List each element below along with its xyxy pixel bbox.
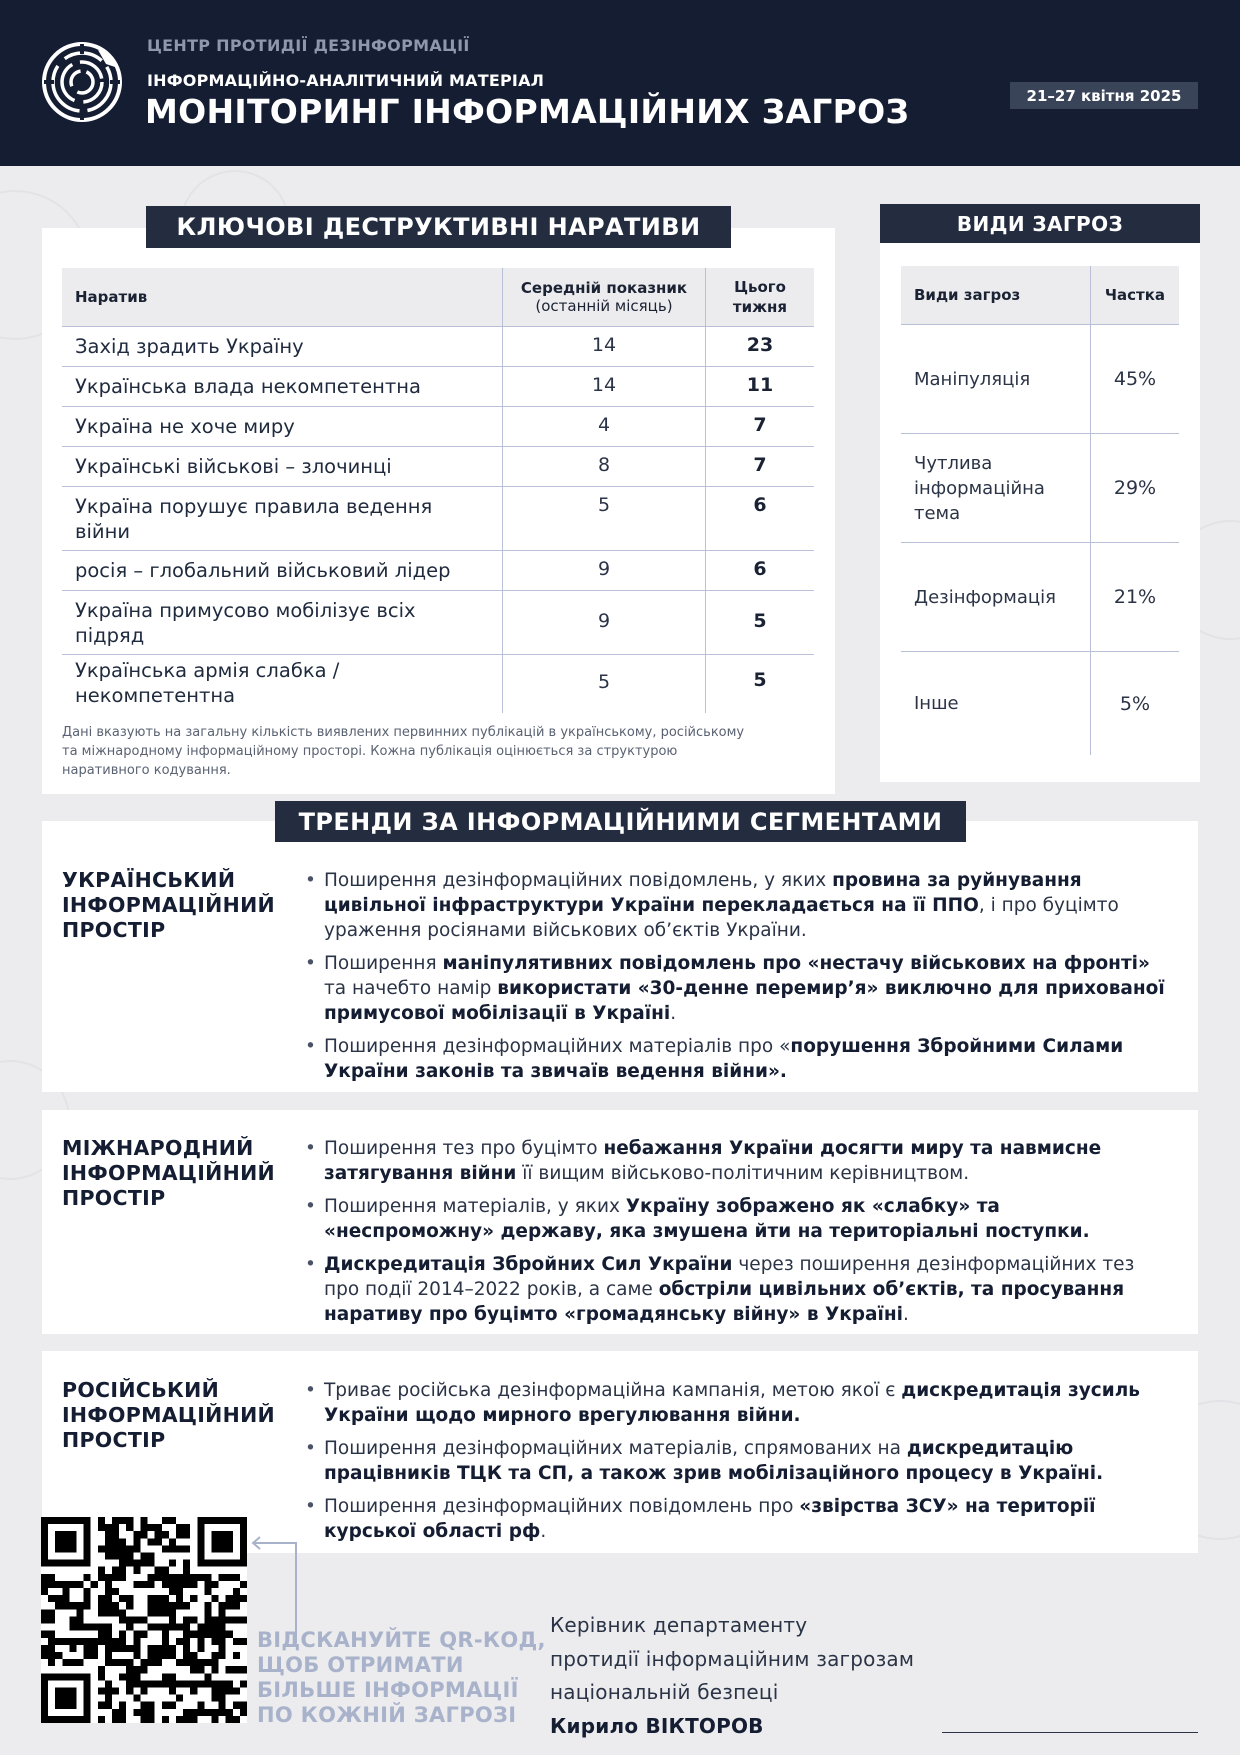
segment-label-international: [62, 1136, 275, 1211]
bullet-emphasis: небажання України досягти миру та навмисне затягування війни: [324, 1138, 1102, 1184]
bullet-text: .: [540, 1521, 547, 1542]
trend-bullet: [305, 1194, 1165, 1244]
table-row: [901, 543, 1179, 652]
bullet-text: Поширення дезінформаційних матеріалів, спрямованих на: [324, 1438, 907, 1459]
signatory-position-line: Керівник департаменту: [550, 1613, 808, 1637]
document-title: МОНІТОРИНГ ІНФОРМАЦІЙНИХ ЗАГРОЗ: [145, 92, 910, 131]
trend-bullet: [305, 1136, 1165, 1186]
threat-type-cell: Маніпуляція: [901, 325, 1091, 433]
narrative-cell: Україна не хоче миру: [62, 407, 503, 446]
average-cell: 14: [503, 367, 706, 406]
share-cell: 29%: [1113, 477, 1157, 499]
column-header-week-line1: Цього: [734, 278, 786, 296]
column-header-narrative: Наратив: [62, 268, 503, 326]
qr-text-line: ПО КОЖНІЙ ЗАГРОЗІ: [257, 1703, 517, 1727]
this-week-cell: 6: [753, 494, 767, 516]
threats-section-title: ВИДИ ЗАГРОЗ: [880, 204, 1200, 243]
narrative-cell: Україна примусово мобілізує всіх підряд: [62, 591, 503, 654]
bullet-emphasis: маніпулятивних повідомлень про «нестачу військових на фронті»: [442, 953, 1150, 974]
qr-text-line: ВІДСКАНУЙТЕ QR-КОД,: [257, 1628, 546, 1652]
column-header-average-line1: Середній показник: [520, 279, 688, 297]
segment-bullets-russian: [305, 1378, 1165, 1552]
threat-type-cell: Дезінформація: [901, 543, 1091, 651]
bullet-text: Поширення дезінформаційних повідомлень, у яких: [324, 870, 833, 891]
average-cell: 8: [503, 447, 706, 486]
segment-label-line: ІНФОРМАЦІЙНИЙ: [62, 893, 276, 917]
share-cell: 21%: [1113, 586, 1157, 608]
table-row: [62, 407, 814, 447]
average-cell: 14: [503, 327, 706, 366]
segment-label-line: МІЖНАРОДНИЙ: [62, 1136, 254, 1160]
bullet-text: .: [670, 1003, 677, 1024]
average-cell: 9: [503, 591, 706, 654]
threat-type-cell: Чутлива інформаційна тема: [901, 434, 1091, 542]
bullet-text: Поширення: [324, 953, 443, 974]
bullet-text: її вищим військово-політичним керівництвом.: [516, 1163, 970, 1184]
table-row: [62, 327, 814, 367]
document-subtitle: ІНФОРМАЦІЙНО-АНАЛІТИЧНИЙ МАТЕРІАЛ: [147, 71, 545, 90]
average-cell: 5: [503, 655, 706, 713]
share-cell: 45%: [1113, 368, 1157, 390]
narrative-cell: Українські військові – злочинці: [62, 447, 503, 486]
table-footnote: Дані вказують на загальну кількість виявлених первинних публікацій в українському, російському та міжнародному інформаційному просторі. Кожна публікація оцінюється за структурою наративного кодування.: [62, 725, 745, 778]
table-row: [62, 367, 814, 407]
bullet-text: , і про буцімто ураження росіянами військових об’єктів України.: [324, 895, 1119, 941]
column-header-average-line2: (останній місяць): [535, 297, 673, 315]
bullet-text: через поширення дезінформаційних тез про події 2014–2022 років, а саме: [324, 1254, 1135, 1300]
average-cell: 4: [503, 407, 706, 446]
trend-bullet: [305, 1034, 1165, 1084]
qr-text-line: ЩОБ ОТРИМАТИ: [257, 1653, 464, 1677]
signatory-position-line: протидії інформаційним загрозам: [550, 1646, 915, 1671]
bullet-text: Триває російська дезінформаційна кампанія, метою якої є: [324, 1380, 902, 1401]
column-header-threat-type: Види загроз: [901, 266, 1091, 324]
narrative-cell: Захід зрадить Україну: [62, 327, 503, 366]
bullet-emphasis: порушення Збройними Силами України законів та звичаїв ведення війни».: [324, 1036, 1124, 1082]
signature-block: [550, 1609, 914, 1743]
narrative-cell: Україна порушує правила ведення війни: [62, 487, 503, 550]
average-cell: 9: [503, 551, 706, 590]
segment-label-line: УКРАЇНСЬКИЙ: [62, 868, 236, 892]
organization-name: ЦЕНТР ПРОТИДІЇ ДЕЗІНФОРМАЦІЇ: [147, 36, 470, 55]
qr-text-line: БІЛЬШЕ ІНФОРМАЦІЇ: [257, 1678, 519, 1702]
table-row: [901, 434, 1179, 543]
segment-label-line: ПРОСТІР: [62, 918, 166, 942]
table-row: [62, 447, 814, 487]
signatory-name: Кирило ВІКТОРОВ: [550, 1713, 764, 1738]
column-header-this-week: [706, 268, 814, 326]
this-week-cell: 5: [753, 669, 767, 691]
bullet-text: .: [902, 1304, 909, 1325]
this-week-cell: 5: [753, 610, 767, 632]
narrative-cell: росія – глобальний військовий лідер: [62, 551, 503, 590]
qr-code[interactable]: [41, 1517, 247, 1723]
trend-bullet: [305, 1252, 1165, 1327]
bullet-emphasis: дискредитацію працівників ТЦК та СП, а також зрив мобілізаційного процесу в Україні.: [324, 1438, 1104, 1484]
bullet-emphasis: Дискредитація Збройних Сил України: [324, 1254, 733, 1275]
average-cell: 5: [503, 487, 706, 550]
column-header-average: [503, 268, 706, 326]
threat-type-cell: Інше: [901, 652, 1091, 755]
bullet-text: Поширення дезінформаційних матеріалів про «: [324, 1036, 791, 1057]
trend-bullet: [305, 1378, 1165, 1428]
this-week-cell: 7: [753, 454, 767, 476]
narratives-table: [62, 268, 814, 713]
segment-label-line: РОСІЙСЬКИЙ: [62, 1378, 220, 1402]
bullet-text: Поширення тез про буцімто: [324, 1138, 604, 1159]
bullet-emphasis: використати «30-денне перемир’я» виключно для прихованої примусової мобілізації в Україні: [324, 978, 1165, 1024]
trend-bullet: [305, 1436, 1165, 1486]
bullet-text: та начебто намір: [324, 978, 498, 999]
column-header-share: Частка: [1104, 286, 1166, 304]
narrative-cell: Українська армія слабка / некомпетентна: [62, 655, 503, 713]
this-week-cell: 23: [746, 334, 774, 356]
qr-call-to-action: [257, 1628, 546, 1728]
share-cell: 5%: [1119, 692, 1151, 715]
trend-bullet: [305, 951, 1165, 1026]
segment-label-line: ПРОСТІР: [62, 1428, 166, 1452]
trend-bullet: [305, 1494, 1165, 1544]
narrative-cell: Українська влада некомпетентна: [62, 367, 503, 406]
segment-label-line: ПРОСТІР: [62, 1186, 166, 1210]
table-row: [62, 655, 814, 713]
bullet-emphasis: Україну зображено як «слабку» та «неспроможну» державу, яка змушена йти на територіальні поступки.: [324, 1196, 1090, 1242]
bullet-emphasis: обстріли цивільних об’єктів, та просування наративу про буцімто «громадянську війну» в Україні: [324, 1279, 1125, 1325]
bullet-emphasis: провина за руйнування цивільної інфраструктури України перекладається на її ППО: [324, 870, 1082, 916]
trends-section-title: ТРЕНДИ ЗА ІНФОРМАЦІЙНИМИ СЕГМЕНТАМИ: [275, 801, 966, 842]
narratives-table-header: [62, 268, 814, 327]
segment-label-ukrainian: [62, 868, 275, 943]
this-week-cell: 6: [753, 558, 767, 580]
narratives-section-title: КЛЮЧОВІ ДЕСТРУКТИВНІ НАРАТИВИ: [146, 206, 731, 248]
trend-bullet: [305, 868, 1165, 943]
bullet-emphasis: дискредитація зусиль України щодо мирного врегулювання війни.: [324, 1380, 1140, 1426]
segment-label-russian: [62, 1378, 275, 1453]
this-week-cell: 7: [753, 414, 767, 436]
this-week-cell: 11: [746, 374, 774, 396]
labyrinth-logo-icon: [40, 40, 124, 124]
table-row: [901, 325, 1179, 434]
segment-label-line: ІНФОРМАЦІЙНИЙ: [62, 1161, 276, 1185]
bullet-text: Поширення дезінформаційних повідомлень про: [324, 1496, 800, 1517]
threats-table-header: [901, 266, 1179, 325]
segment-bullets-international: [305, 1136, 1165, 1335]
signatory-position-line: національній безпеці: [550, 1680, 779, 1704]
segment-label-line: ІНФОРМАЦІЙНИЙ: [62, 1403, 276, 1427]
column-header-week-line2: тижня: [732, 298, 788, 316]
threats-table: [901, 266, 1179, 755]
table-row: [901, 652, 1179, 755]
table-row: [62, 487, 814, 551]
signature-line: [942, 1732, 1198, 1733]
table-row: [62, 551, 814, 591]
bullet-emphasis: «звірства ЗСУ» на території курської області рф: [324, 1496, 1096, 1542]
table-row: [62, 591, 814, 655]
segment-bullets-ukrainian: [305, 868, 1165, 1092]
page-header: [0, 0, 1240, 166]
date-badge: 21–27 квітня 2025: [1010, 82, 1198, 109]
bullet-text: Поширення матеріалів, у яких: [324, 1196, 626, 1217]
